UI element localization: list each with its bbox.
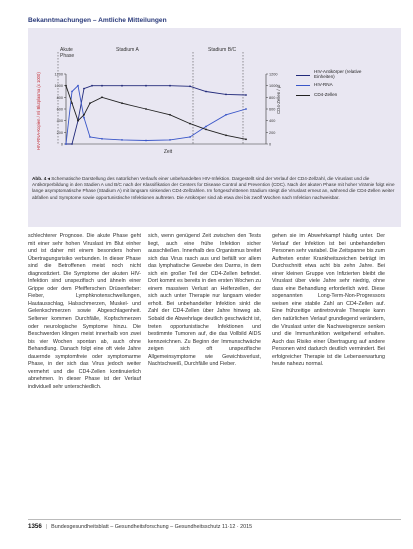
y-tick-label-right: 800	[269, 95, 276, 100]
y-tick-label-right: 1200	[269, 72, 278, 77]
data-point-cd4-zellen	[121, 102, 123, 104]
series-line-hiv-antik-rper-relative-einheiten	[66, 86, 246, 144]
data-point-hiv-antik-rper-relative-einheiten	[121, 85, 123, 87]
data-point-hiv-rna	[71, 91, 73, 93]
journal-name: Bundesgesundheitsblatt – Gesundheitsforschung – Gesundheitsschutz 11·12 · 2015	[51, 524, 253, 530]
section-header: Bekanntmachungen – Amtliche Mitteilungen	[28, 17, 167, 24]
caption-label: Abb. 4 ◂	[32, 176, 50, 181]
data-point-hiv-rna	[225, 114, 227, 116]
y-tick-label-left: 400	[56, 119, 63, 124]
data-point-hiv-antik-rper-relative-einheiten	[225, 94, 227, 96]
series-layer	[65, 85, 247, 145]
y-tick-label-left: 1000	[54, 84, 63, 89]
data-point-hiv-rna	[169, 139, 171, 141]
data-point-cd4-zellen	[65, 85, 67, 87]
data-point-hiv-rna	[65, 143, 67, 145]
data-point-cd4-zellen	[145, 108, 147, 110]
stage-label-stage-a: Stadium A	[116, 47, 139, 53]
data-point-cd4-zellen	[83, 114, 85, 116]
data-point-hiv-antik-rper-relative-einheiten	[71, 143, 73, 145]
y-tick-label-right: 1000	[269, 84, 278, 89]
data-point-hiv-antik-rper-relative-einheiten	[189, 85, 191, 87]
y-tick-label-left: 200	[56, 130, 63, 135]
y-tick-label-right: 0	[269, 142, 272, 147]
data-point-hiv-antik-rper-relative-einheiten	[145, 85, 147, 87]
legend-swatch-cd4	[296, 95, 310, 96]
y-tick-label-right: 200	[269, 130, 276, 135]
legend-label-cd4: CD4-Zellen	[314, 91, 338, 97]
y-ticks-left	[55, 73, 66, 147]
y-axis-label-right: CD4-Zellen / µl	[276, 84, 281, 114]
page-footer	[28, 519, 401, 534]
stage-label-acute	[60, 47, 74, 59]
data-point-hiv-antik-rper-relative-einheiten	[83, 88, 85, 90]
data-point-cd4-zellen	[205, 129, 207, 131]
y-tick-label-left: 0	[60, 142, 63, 147]
data-point-hiv-rna	[121, 139, 123, 141]
data-point-hiv-rna	[189, 136, 191, 138]
stage-label-acute-l2: Phase	[60, 53, 75, 59]
caption-text: Schematische Darstellung des natürlichen Verlaufs einer unbehandelten HIV-Infektion. Dargestellt sind der Verlauf der CD4-Zellzahl, die Viruslast und die Antikörperbildung in den Stadien A und B/C nach der Klassifikation der Centers for Disease Control and Prevention (CDC). Nach der akuten Phase mit hoher Virämie folgt eine lange asymptomatische Phase (Stadium A) mit langsam sinkenden CD4-Zellzahlen. Im fortgeschrittenen Stadium steigt die Viruslast erneut an, während die CD4-Zellen weiter abfallen und Symptome sowie opportunistische Infektionen auftreten. Die Antikörper sind ab etwa drei bis zwölf Wochen nach Infektion nachweisbar.	[32, 176, 395, 200]
y-tick-label-left: 800	[56, 95, 63, 100]
legend-swatch-antibodies	[296, 75, 310, 76]
data-point-hiv-rna	[145, 140, 147, 142]
data-point-cd4-zellen	[169, 114, 171, 116]
stage-label-stage-bc: Stadium B/C	[208, 47, 237, 53]
data-point-hiv-antik-rper-relative-einheiten	[205, 91, 207, 93]
chart-legend	[296, 71, 378, 101]
data-point-hiv-antik-rper-relative-einheiten	[91, 85, 93, 87]
series-line-hiv-rna	[66, 86, 246, 144]
data-point-hiv-rna	[83, 117, 85, 119]
figure-caption	[32, 176, 398, 201]
data-point-hiv-antik-rper-relative-einheiten	[169, 85, 171, 87]
data-point-hiv-antik-rper-relative-einheiten	[101, 85, 103, 87]
data-point-cd4-zellen	[225, 134, 227, 136]
y-axis-label-left: HIV-RNA-Kopien / ml Blutplasma (x 1000)	[36, 72, 41, 150]
x-axis-label: Zeit	[163, 149, 173, 155]
body-column-3: gehen sie im Abwehrkampf häufig unter. Der Verlauf der Infektion ist bei unbehandelten Personen sehr variabel. Die Zeitspanne bis zum Auftreten erster Krankheitszeichen beträgt im Durchschnitt etwa acht bis zehn Jahre. Bei einer kleinen Gruppe von Infizierten bleibt die Viruslast über viele Jahre sehr niedrig, ohne dass eine Behandlung erforderlich wird. Diese sogenannten Long-Term-Non-Progressors weisen eine stabile Zahl an CD4-Zellen auf. Eine frühzeitige antiretrovirale Therapie kann den natürlichen Verlauf grundlegend verändern, die Viruslast unter die Nachweisgrenze senken und die Immunfunktion weitgehend erhalten. Auch das Risiko einer Übertragung auf andere Personen wird dadurch deutlich vermindert. Bei erfolgreicher Therapie ist die Lebenserwartung heute nahezu normal.	[272, 233, 385, 368]
data-point-hiv-rna	[77, 85, 79, 87]
y-tick-label-right: 400	[269, 119, 276, 124]
legend-item-hiv-rna	[296, 81, 378, 89]
legend-label-hiv-rna: HIV-RNA	[314, 81, 333, 87]
data-point-cd4-zellen	[89, 102, 91, 104]
legend-label-antibodies: HIV-Antikörper (relative Einheiten)	[314, 69, 362, 79]
data-point-hiv-rna	[101, 138, 103, 140]
data-point-hiv-rna	[89, 136, 91, 138]
body-column-1: schlechterer Prognose. Die akute Phase geht mit einer sehr hohen Viruslast im Blut einher und ist daher mit einem besonders hohen Übertragungsrisiko verbunden. In dieser Phase sind die Betroffenen meist noch nicht diagnostiziert. Die Symptome der akuten HIV-Infektion sind unspezifisch und ähneln einer Grippe oder dem Pfeifferschen Drüsenfieber: Fieber, Lymphknotenschwellungen, Hautausschlag, Halsschmerzen, Muskel- und Gelenkschmerzen sowie Abgeschlagenheit. Seltener kommen Durchfälle, Kopfschmerzen oder neurologische Symptome hinzu. Die Beschwerden klingen meist innerhalb von zwei bis vier Wochen spontan ab, auch ohne Behandlung. Danach folgt eine oft viele Jahre dauernde symptomfreie oder symptomarme Phase, in der sich das Virus jedoch weiter vermehrt und die CD4-Zellen kontinuierlich abnehmen. In dieser Phase ist der Verlauf individuell sehr unterschiedlich.	[28, 233, 141, 390]
data-point-hiv-rna	[245, 108, 247, 110]
line-chart	[28, 28, 401, 178]
data-point-cd4-zellen	[245, 138, 247, 140]
page-number: 1356	[28, 523, 42, 530]
data-point-hiv-rna	[205, 126, 207, 128]
stage-label-acute-l1: Akute	[60, 47, 73, 53]
y-tick-label-right: 600	[269, 107, 276, 112]
legend-item-antibodies	[296, 71, 378, 79]
y-tick-label-left: 1200	[54, 72, 63, 77]
footer-separator: |	[45, 524, 48, 530]
data-point-cd4-zellen	[101, 96, 103, 98]
data-point-hiv-antik-rper-relative-einheiten	[245, 94, 247, 96]
legend-swatch-hiv-rna	[296, 85, 310, 86]
data-point-cd4-zellen	[77, 120, 79, 122]
body-column-2: sich, wenn genügend Zeit zwischen den Tests liegt, auch eine frühe Infektion sicher ausschließen. Innerhalb des Organismus breitet sich das Virus rasch aus und befällt vor allem das lymphatische Gewebe des Darms, in dem sich ein großer Teil der CD4-Zellen befindet. Dort kommt es bereits in den ersten Wochen zu einem massiven Verlust an Helferzellen, der sich auch unter Therapie nur langsam wieder erholt. Bei unbehandelter Infektion sinkt die Zahl der CD4-Zellen über Jahre hinweg ab. Sobald die Abwehrlage deutlich geschwächt ist, treten opportunistische Infektionen und bestimmte Tumoren auf, die das Vollbild AIDS kennzeichnen. Zu Beginn der Immunschwäche zeigen sich oft unspezifische Allgemeinsymptome wie Gewichtsverlust, Nachtschweiß, Durchfälle und Fieber.	[148, 233, 261, 368]
y-tick-label-left: 600	[56, 107, 63, 112]
legend-item-cd4	[296, 91, 378, 99]
data-point-cd4-zellen	[189, 123, 191, 125]
data-point-cd4-zellen	[71, 102, 73, 104]
